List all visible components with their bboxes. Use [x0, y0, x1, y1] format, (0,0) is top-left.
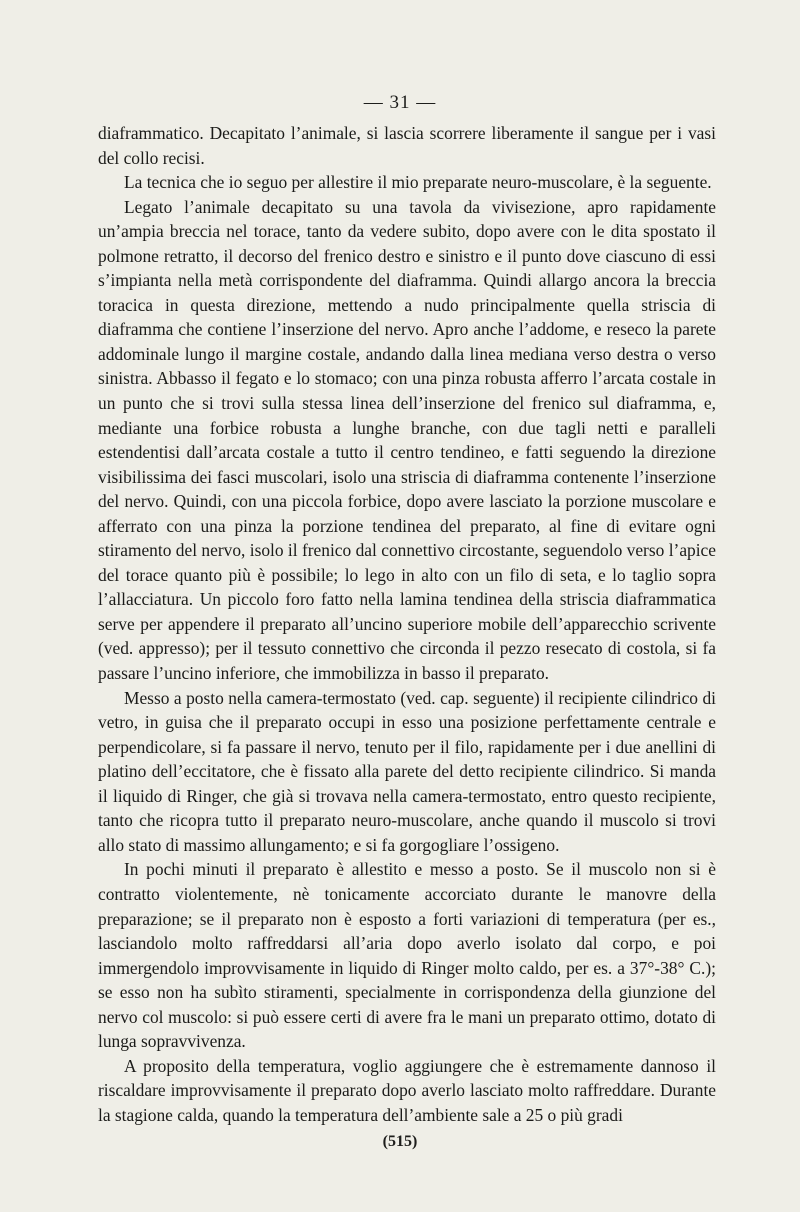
paragraph-2: La tecnica che io seguo per allestire il mio preparate neuro-muscolare, è la seguente.	[124, 172, 712, 193]
page-body	[98, 121, 716, 1127]
page-number: — 31 —	[363, 92, 437, 113]
paragraph-1: diaframmatico. Decapitato l’animale, si lascia scorrere liberamente il sangue per i vasi del collo recisi.	[98, 123, 716, 168]
paragraph-4: Messo a posto nella camera-termostato (ved. cap. seguente) il recipiente cilindrico di vetro, in guisa che il preparato occupi in esso una posizione perfettamente centrale e perpendicolare, si fa passare il nervo, tenuto per il filo, rapidamente per i due anellini di platino dell’eccitatore, che è fissato alla parete del detto recipiente cilindrico. Si manda il liquido di Ringer, che già si trovava nella camera-termostato, entro questo recipiente, tanto che ricopra tutto il preparato neuro-muscolare, anche quando il muscolo si trovi allo stato di massimo allungamento; e si fa gorgogliare l’ossigeno.	[98, 687, 716, 855]
paragraph-6: A proposito della temperatura, voglio aggiungere che è estremamente dannoso il riscaldare improvvisamente il preparato dopo averlo lasciato molto raffreddare. Durante la stagione calda, quando la temperatura dell’ambiente sale a 25 o più gradi	[98, 1055, 716, 1125]
paragraph-5: In pochi minuti il preparato è allestito e messo a posto. Se il muscolo non si è contratto violentemente, nè tonicamente accorciato durante le manovre della preparazione; se il preparato non è esposto a forti variazioni di temperatura (per es., lasciandolo molto raffreddarsi all’aria dopo averlo isolato dal corpo, e poi immergendolo improvvisamente in liquido di Ringer molto caldo, per es. a 37°-38° C.); se esso non ha subìto stiramenti, specialmente in corrispondenza della giunzione del nervo col muscolo: si può essere certi di avere fra le mani un preparato ottimo, dotato di lunga sopravvivenza.	[98, 859, 716, 1052]
paragraph-3: Legato l’animale decapitato su una tavola da vivisezione, apro rapidamente un’ampia breccia nel torace, tanto da vedere subito, dopo avere con le dita spostato il polmone retratto, il decorso del frenico destro e sinistro e il punto dove ciascuno di essi s’impianta nella metà corrispondente del diaframma. Quindi allargo ancora la breccia toracica in questa direzione, mettendo a nudo principalmente quella striscia di diaframma che contiene l’inserzione del nervo. Apro anche l’addome, e reseco la parete addominale lungo il margine costale, andando dalla linea mediana verso destra o verso sinistra. Abbasso il fegato e lo stomaco; con una pinza robusta afferro l’arcata costale in un punto che si trovi sulla stessa linea dell’inserzione del frenico sul diaframma, e, mediante una forbice robusta a lunghe branche, con due tagli netti e paralleli estendentisi dall’arcata costale a tutto il centro tendineo, e fatti seguendo la direzione visibilissima dei fasci muscolari, isolo una striscia di diaframma contenente l’inserzione del nervo. Quindi, con una piccola forbice, dopo avere lasciato la porzione muscolare e afferrato con una pinza la porzione tendinea del preparato, al fine di evitare ogni stiramento del nervo, isolo il frenico dal connettivo circostante, seguendolo verso l’apice del torace quanto più è possibile; lo lego in alto con un filo di seta, e lo taglio sopra l’allacciatura. Un piccolo foro fatto nella lamina tendinea della striscia diaframmatica serve per appendere il preparato all’uncino superiore mobile dell’apparecchio scrivente (ved. appresso); per il tessuto connettivo che circonda il pezzo resecato di costola, si fa passare l’uncino inferiore, che immobilizza in basso il preparato.	[98, 196, 716, 684]
printer-signature: (515)	[382, 1133, 418, 1150]
